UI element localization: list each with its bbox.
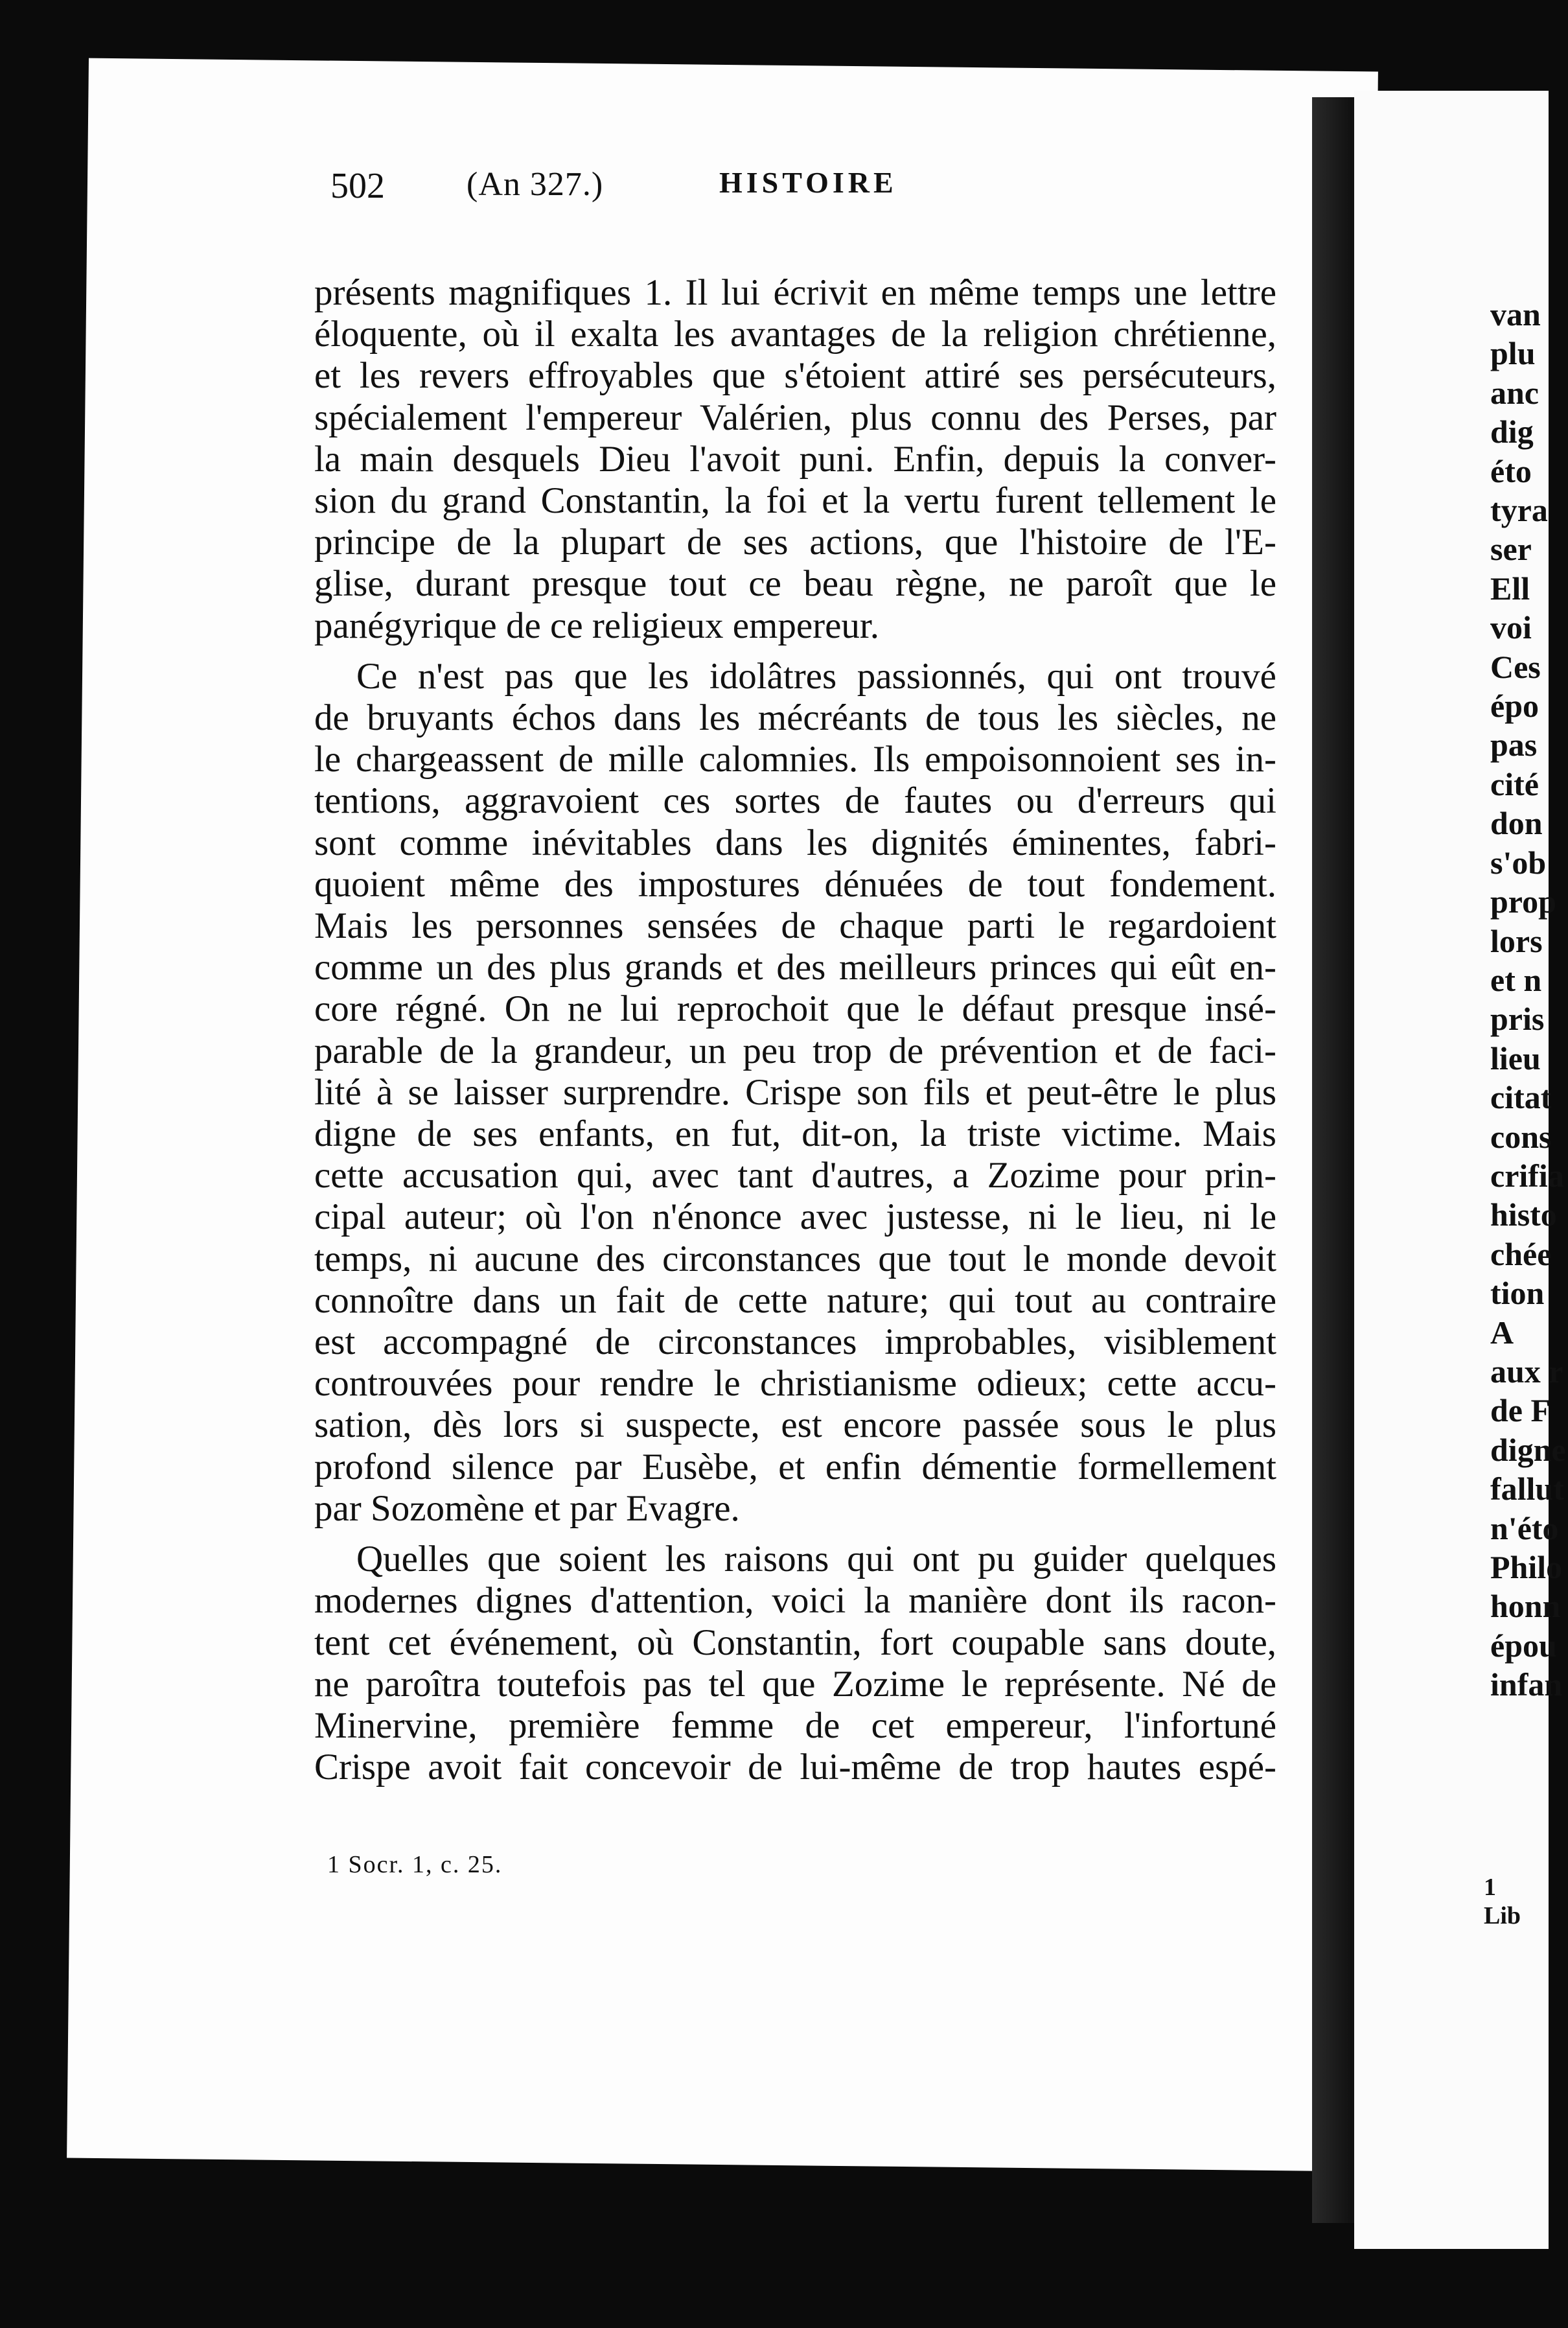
text-line: comme un des plus grands et des meilleurs princes qui eût en- — [314, 947, 1276, 988]
text-line: tentions, aggravoient ces sortes de fautes ou d'erreurs qui — [314, 780, 1276, 822]
facing-line: tion — [1490, 1275, 1545, 1312]
facing-line: de F — [1490, 1392, 1551, 1429]
page-number: 502 — [330, 166, 385, 206]
body-text — [314, 272, 1276, 1788]
facing-line: cité — [1490, 765, 1539, 802]
text-line: le chargeassent de mille calomnies. Ils empoisonnoient ses in- — [314, 739, 1276, 780]
text-line: panégyrique de ce religieux empereur. — [314, 605, 880, 646]
text-line: la main desquels Dieu l'avoit puni. Enfin, depuis la conver- — [314, 438, 1276, 480]
text-line: glise, durant presque tout ce beau règne, ne paroît que le — [314, 563, 1276, 605]
facing-line: A — [1490, 1314, 1514, 1351]
facing-line: cons — [1490, 1118, 1552, 1155]
facing-line: fallut — [1490, 1471, 1564, 1507]
facing-line: Ces — [1490, 648, 1541, 685]
text-line: Minervine, première femme de cet empereur, l'infortuné — [314, 1705, 1276, 1746]
facing-line: voi — [1490, 609, 1532, 646]
text-line: éloquente, où il exalta les avantages de la religion chrétienne, — [314, 314, 1276, 355]
text-line: présents magnifiques 1. Il lui écrivit en même temps une lettre — [314, 272, 1276, 313]
text-line: lité à se laisser surprendre. Crispe son fils et peut-être le plus — [314, 1071, 1276, 1113]
text-line: ne paroîtra toutefois pas tel que Zozime le représente. Né de — [314, 1663, 1276, 1705]
text-line: profond silence par Eusèbe, et enfin démentie formellement — [314, 1446, 1276, 1487]
text-line: sion du grand Constantin, la foi et la vertu furent tellement le — [314, 480, 1276, 522]
facing-line: honn — [1490, 1588, 1561, 1625]
text-line: cipal auteur; où l'on n'énonce avec justesse, ni le lieu, ni le — [314, 1196, 1276, 1238]
facing-line: don — [1490, 805, 1543, 842]
text-line: modernes dignes d'attention, voici la manière dont ils racon- — [314, 1580, 1276, 1622]
text-line: tent cet événement, où Constantin, fort coupable sans doute, — [314, 1622, 1276, 1663]
text-line: de bruyants échos dans les mécréants de tous les siècles, ne — [314, 697, 1276, 739]
facing-line: s'ob — [1490, 844, 1547, 881]
facing-line: prop — [1490, 883, 1556, 920]
text-line: digne de ses enfants, en fut, dit-on, la triste victime. Mais — [314, 1113, 1276, 1155]
text-line: et les revers effroyables que s'étoient attiré ses persécuteurs, — [314, 355, 1276, 397]
facing-line: lors — [1490, 922, 1543, 959]
text-line: par Sozomène et par Evagre. — [314, 1487, 740, 1529]
text-line: parable de la grandeur, un peu trop de prévention et de faci- — [314, 1030, 1276, 1071]
facing-line: chée — [1490, 1235, 1552, 1272]
text-line: Mais les personnes sensées de chaque parti le regardoient — [314, 905, 1276, 947]
facing-line: éto — [1490, 452, 1532, 489]
facing-line: ser — [1490, 531, 1532, 568]
text-line: connoître dans un fait de cette nature; qui tout au contraire — [314, 1279, 1276, 1321]
facing-line: dig — [1490, 413, 1534, 450]
footnote: 1 Socr. 1, c. 25. — [327, 1851, 503, 1878]
facing-footnote: 1 Lib — [1484, 1874, 1521, 1929]
running-head — [253, 165, 1289, 217]
text-line: controuvées pour rendre le christianisme odieux; cette accu- — [314, 1363, 1276, 1404]
facing-line: Philo — [1490, 1549, 1563, 1585]
facing-line: et n — [1490, 961, 1542, 998]
text-line: Crispe avoit fait concevoir de lui-même de trop hautes espé- — [314, 1747, 1276, 1788]
text-line: sont comme inévitables dans les dignités éminentes, fabri- — [314, 822, 1276, 863]
facing-line: n'éto — [1490, 1509, 1559, 1546]
text-line: core régné. On ne lui reprochoit que le défaut presque insé- — [314, 988, 1276, 1030]
facing-line: pris — [1490, 1001, 1545, 1038]
facing-line: épo — [1490, 688, 1539, 725]
year-label: (An 327.) — [467, 166, 604, 203]
facing-line: épou — [1490, 1627, 1557, 1664]
running-head-title: HISTOIRE — [719, 166, 897, 199]
facing-line: pas — [1490, 727, 1538, 763]
facing-line: van — [1490, 296, 1541, 332]
text-line: quoient même des impostures dénuées de tout fondement. — [314, 863, 1276, 905]
facing-line: aux r — [1490, 1353, 1563, 1390]
facing-line: anc — [1490, 374, 1539, 411]
facing-line: infan — [1490, 1666, 1563, 1703]
paragraph-start: Ce n'est pas que les idolâtres passionnés, qui ont trouvé — [356, 655, 1276, 697]
facing-line: histo — [1490, 1196, 1557, 1233]
text-line: principe de la plupart de ses actions, que l'histoire de l'E- — [314, 522, 1276, 563]
facing-line: digne — [1490, 1431, 1566, 1468]
facing-line: Ell — [1490, 570, 1530, 607]
facing-line: tyra — [1490, 492, 1548, 529]
text-line: est accompagné de circonstances improbables, visiblement — [314, 1321, 1276, 1363]
text-line: sation, dès lors si suspecte, est encore passée sous le plus — [314, 1404, 1276, 1446]
facing-line: citat — [1490, 1079, 1552, 1116]
facing-line: plu — [1490, 335, 1536, 372]
facing-line: crifia — [1490, 1157, 1564, 1194]
facing-page-text — [1490, 295, 1568, 1705]
facing-line: lieu — [1490, 1040, 1541, 1077]
text-line: temps, ni aucune des circonstances que tout le monde devoit — [314, 1238, 1276, 1279]
paragraph-start: Quelles que soient les raisons qui ont pu guider quelques — [356, 1539, 1276, 1580]
text-line: spécialement l'empereur Valérien, plus connu des Perses, par — [314, 397, 1276, 438]
text-line: cette accusation qui, avec tant d'autres, a Zozime pour prin- — [314, 1155, 1276, 1196]
